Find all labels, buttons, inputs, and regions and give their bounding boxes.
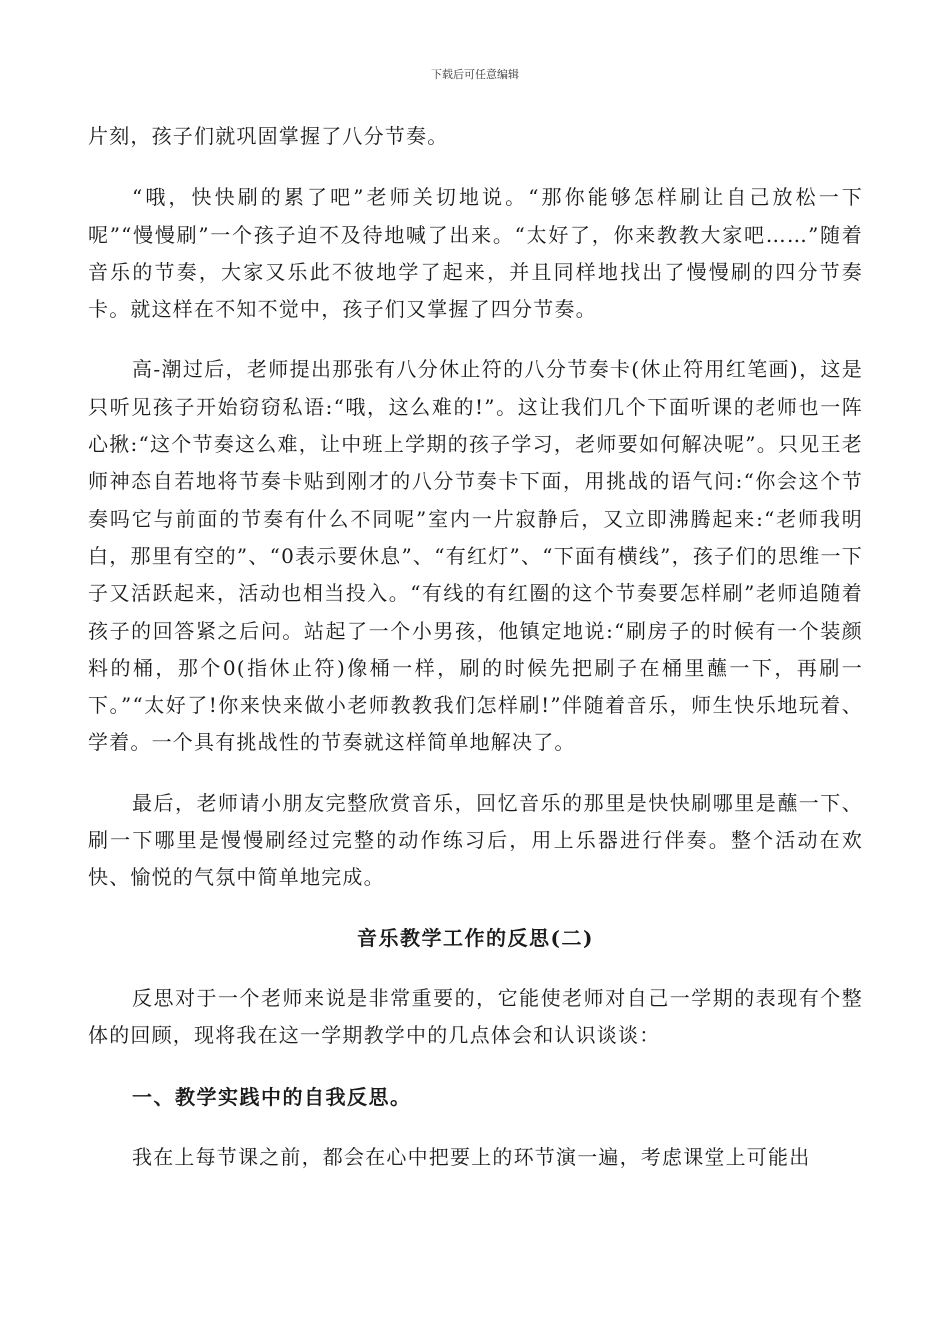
subheading-self-reflection: 一、教学实践中的自我反思。 [132, 1084, 412, 1109]
page-header-note: 下载后可任意编辑 [431, 68, 519, 81]
paragraph-rest-rhythm: 高-潮过后，老师提出那张有八分休止符的八分节奏卡(休止符用红笔画)，这是只听见孩子开始窃窃私语:“哦，这么难的!”。这让我们几个下面听课的老师也一阵心揪:“这个节奏这么难，让中班上学期的孩子学习，老师要如何解决呢”。只见王老师神态自若地将节奏卡贴到刚才的八分节奏卡下面，用挑战的语气问:“你会这个节奏吗它与前面的节奏有什么不同呢”室内一片寂静后，又立即沸腾起来:“老师我明白，那里有空的”、“0表示要休息”、“有红灯”、“下面有横线”，孩子们的思维一下子又活跃起来，活动也相当投入。“有线的有红圈的这个节奏要怎样刷”老师追随着孩子的回答紧之后问。站起了一个小男孩，他镇定地说:“刷房子的时候有一个装颜料的桶，那个0(指休止符)像桶一样，刷的时候先把刷子在桶里蘸一下，再刷一下。”“太好了!你来快来做小老师教教我们怎样刷!”伴随着音乐，师生快乐地玩着、学着。一个具有挑战性的节奏就这样简单地解决了。 [88, 357, 863, 755]
paragraph-lesson-prep: 我在上每节课之前，都会在心中把要上的环节演一遍，考虑课堂上可能出 [132, 1144, 811, 1169]
paragraph-slow-brush: “哦，快快刷的累了吧”老师关切地说。“那你能够怎样刷让自己放松一下呢”“慢慢刷”一个孩子迫不及待地喊了出来。“太好了，你来教教大家吧……”随着音乐的节奏，大家又乐此不彼地学了起来，并且同样地找出了慢慢刷的四分节奏卡。就这样在不知不觉中，孩子们又掌握了四分节奏。 [88, 185, 863, 322]
section-title: 音乐教学工作的反思(二) [357, 925, 594, 950]
paragraph-conclusion: 最后，老师请小朋友完整欣赏音乐，回忆音乐的那里是快快刷哪里是蘸一下、刷一下哪里是慢慢刷经过完整的动作练习后，用上乐器进行伴奏。整个活动在欢快、愉悦的气氛中简单地完成。 [88, 790, 863, 890]
document-body [88, 118, 863, 1176]
paragraph-reflection-intro: 反思对于一个老师来说是非常重要的，它能使老师对自己一学期的表现有个整体的回顾，现将我在这一学期教学中的几点体会和认识谈谈： [88, 985, 863, 1048]
paragraph-continuation: 片刻，孩子们就巩固掌握了八分节奏。 [88, 124, 449, 148]
